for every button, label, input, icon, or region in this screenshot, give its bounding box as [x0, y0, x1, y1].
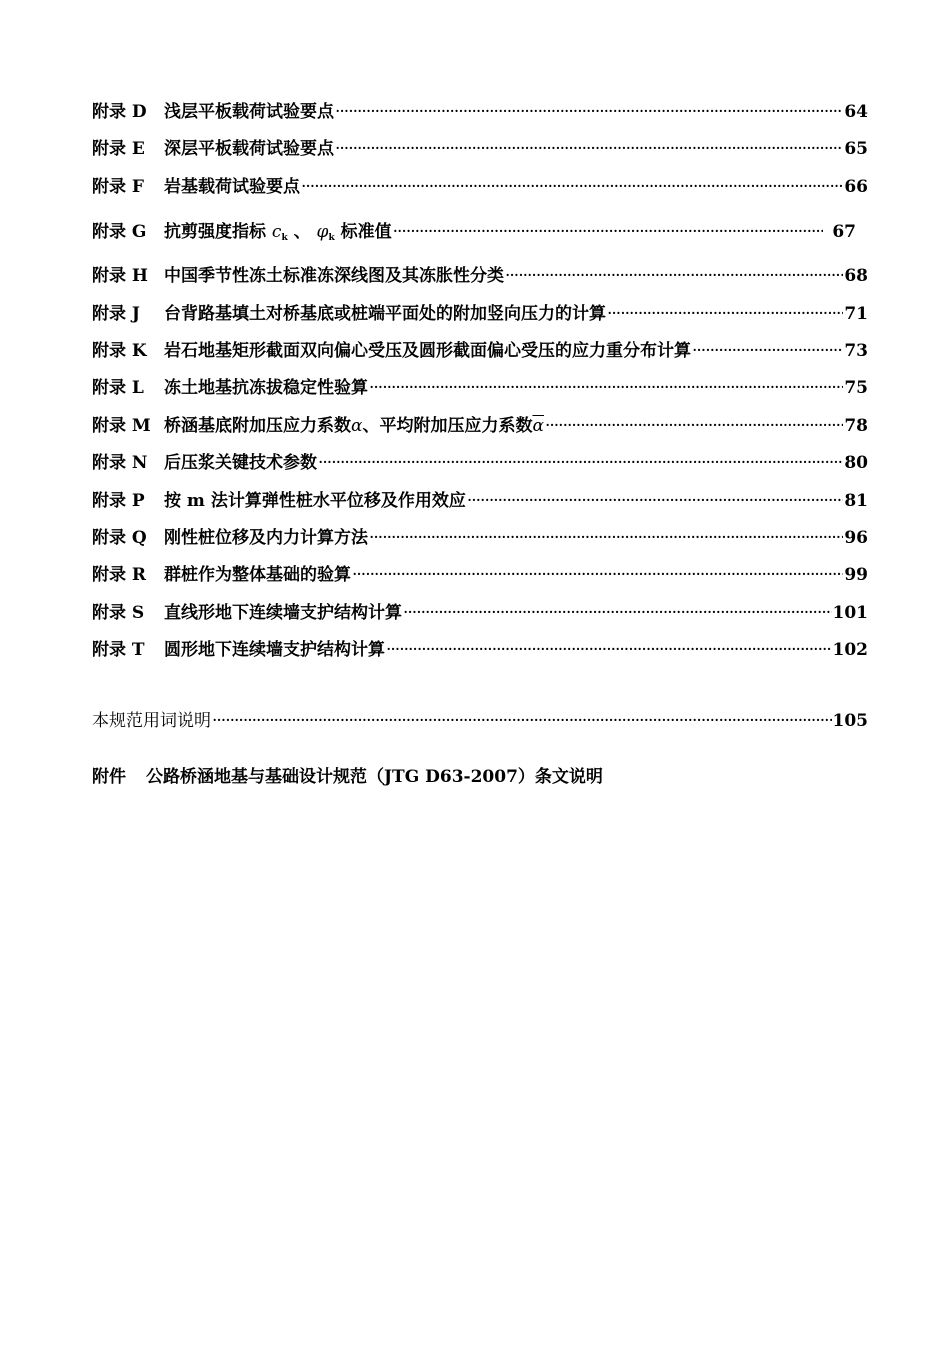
- title-text: 标准值: [340, 222, 392, 243]
- separator: 、: [293, 222, 311, 243]
- appendix-title: 岩石地基矩形截面双向偏心受压及圆形截面偏心受压的应力重分布计算: [164, 340, 691, 361]
- symbol-alpha-bar: $\overline{\alpha}$: [532, 415, 544, 436]
- appendix-code: 附录 R: [92, 565, 147, 586]
- toc-entry-k[interactable]: [92, 333, 868, 370]
- toc-entry-r[interactable]: [92, 557, 868, 594]
- toc-entry-m[interactable]: [92, 408, 868, 445]
- dot-leader: [393, 206, 824, 258]
- appendix-code: 附录 E: [92, 139, 145, 160]
- page-number: 75: [844, 378, 868, 399]
- page-number: 66: [844, 176, 868, 197]
- title-text: 、平均附加压应力系数: [362, 415, 533, 436]
- dot-leader: [318, 445, 843, 482]
- appendix-title: [164, 408, 544, 445]
- table-of-contents: [92, 94, 868, 669]
- appendix-code: 附录 N: [92, 453, 148, 474]
- toc-entry-e[interactable]: [92, 131, 868, 168]
- appendix-title: 直线形地下连续墙支护结构计算: [164, 602, 402, 623]
- symbol-alpha: α: [351, 415, 363, 436]
- attachment-label: 附件: [92, 767, 126, 787]
- appendix-title: [164, 206, 392, 264]
- dot-leader: [467, 483, 844, 520]
- title-text: 抗剪强度指标: [164, 222, 266, 243]
- page-number: 96: [844, 527, 868, 548]
- toc-entry-l[interactable]: [92, 370, 868, 407]
- dot-leader: [386, 632, 832, 669]
- appendix-code: 附录 K: [92, 340, 147, 361]
- toc-entry-f[interactable]: [92, 169, 868, 206]
- symbol-c: c: [271, 222, 282, 243]
- dot-leader: [212, 704, 832, 738]
- dot-leader: [607, 296, 843, 333]
- page-number: 64: [844, 102, 868, 122]
- appendix-title: 深层平板载荷试验要点: [164, 139, 334, 160]
- page-number: 73: [844, 340, 868, 361]
- dot-leader: [335, 94, 843, 131]
- appendix-code: 附录 P: [92, 490, 145, 511]
- toc-entry-t[interactable]: [92, 632, 868, 669]
- subscript-k: k: [281, 233, 288, 244]
- toc-entry-n[interactable]: [92, 445, 868, 482]
- appendix-code: 附录 Q: [92, 527, 147, 548]
- toc-entry-p[interactable]: [92, 483, 868, 520]
- dot-leader: [301, 169, 843, 206]
- toc-entry-attachment[interactable]: [92, 760, 603, 794]
- dot-leader: [352, 557, 843, 594]
- dot-leader: [369, 520, 843, 557]
- page-number: 71: [844, 303, 868, 324]
- toc-entry-q[interactable]: [92, 520, 868, 557]
- page-number: 102: [832, 640, 868, 661]
- toc-entry-h[interactable]: [92, 258, 868, 295]
- appendix-code: 附录 T: [92, 640, 145, 661]
- appendix-title: 冻土地基抗冻拔稳定性验算: [164, 378, 368, 399]
- appendix-title: 按 m 法计算弹性桩水平位移及作用效应: [164, 490, 466, 511]
- appendix-title: 群桩作为整体基础的验算: [164, 565, 351, 586]
- page-number: 67: [832, 222, 856, 243]
- appendix-code: 附录 H: [92, 266, 148, 287]
- appendix-code: 附录 G: [92, 222, 147, 243]
- usage-title: 本规范用词说明: [92, 711, 211, 731]
- attachment-title: 公路桥涵地基与基础设计规范（JTG D63-2007）条文说明: [146, 767, 603, 787]
- appendix-code: 附录 J: [92, 303, 140, 324]
- appendix-title: 台背路基填土对桥基底或桩端平面处的附加竖向压力的计算: [164, 303, 606, 324]
- appendix-code: 附录 M: [92, 415, 151, 436]
- page-number: 101: [832, 602, 868, 623]
- appendix-title: 刚性桩位移及内力计算方法: [164, 527, 368, 548]
- dot-leader: [692, 333, 843, 370]
- appendix-title: 后压浆关键技术参数: [164, 453, 317, 474]
- page-number: 78: [844, 415, 868, 436]
- toc-entry-j[interactable]: [92, 296, 868, 333]
- appendix-title: 岩基载荷试验要点: [164, 176, 300, 197]
- dot-leader: [335, 131, 843, 168]
- appendix-title: 中国季节性冻土标准冻深线图及其冻胀性分类: [164, 266, 504, 287]
- appendix-title: 圆形地下连续墙支护结构计算: [164, 640, 385, 661]
- page-number: 105: [832, 711, 868, 731]
- dot-leader: [403, 595, 832, 632]
- dot-leader: [545, 408, 843, 445]
- appendix-title: 浅层平板载荷试验要点: [164, 102, 334, 122]
- appendix-code: 附录 L: [92, 378, 144, 399]
- toc-entry-usage[interactable]: [92, 704, 868, 738]
- page-number: 99: [844, 565, 868, 586]
- appendix-code: 附录 F: [92, 176, 144, 197]
- dot-leader: [505, 258, 843, 295]
- toc-entry-s[interactable]: [92, 595, 868, 632]
- page-number: 65: [844, 139, 868, 160]
- symbol-phi: φ: [316, 222, 329, 243]
- toc-entry-d[interactable]: [92, 94, 868, 131]
- dot-leader: [369, 370, 843, 407]
- appendix-code: 附录 S: [92, 602, 145, 623]
- toc-entry-g[interactable]: [92, 206, 868, 258]
- subscript-k: k: [328, 233, 335, 244]
- page-number: 68: [844, 266, 868, 287]
- page-number: 80: [844, 453, 868, 474]
- title-text: 桥涵基底附加压应力系数: [164, 415, 351, 436]
- appendix-code: 附录 D: [92, 102, 147, 122]
- page-number: 81: [844, 490, 868, 511]
